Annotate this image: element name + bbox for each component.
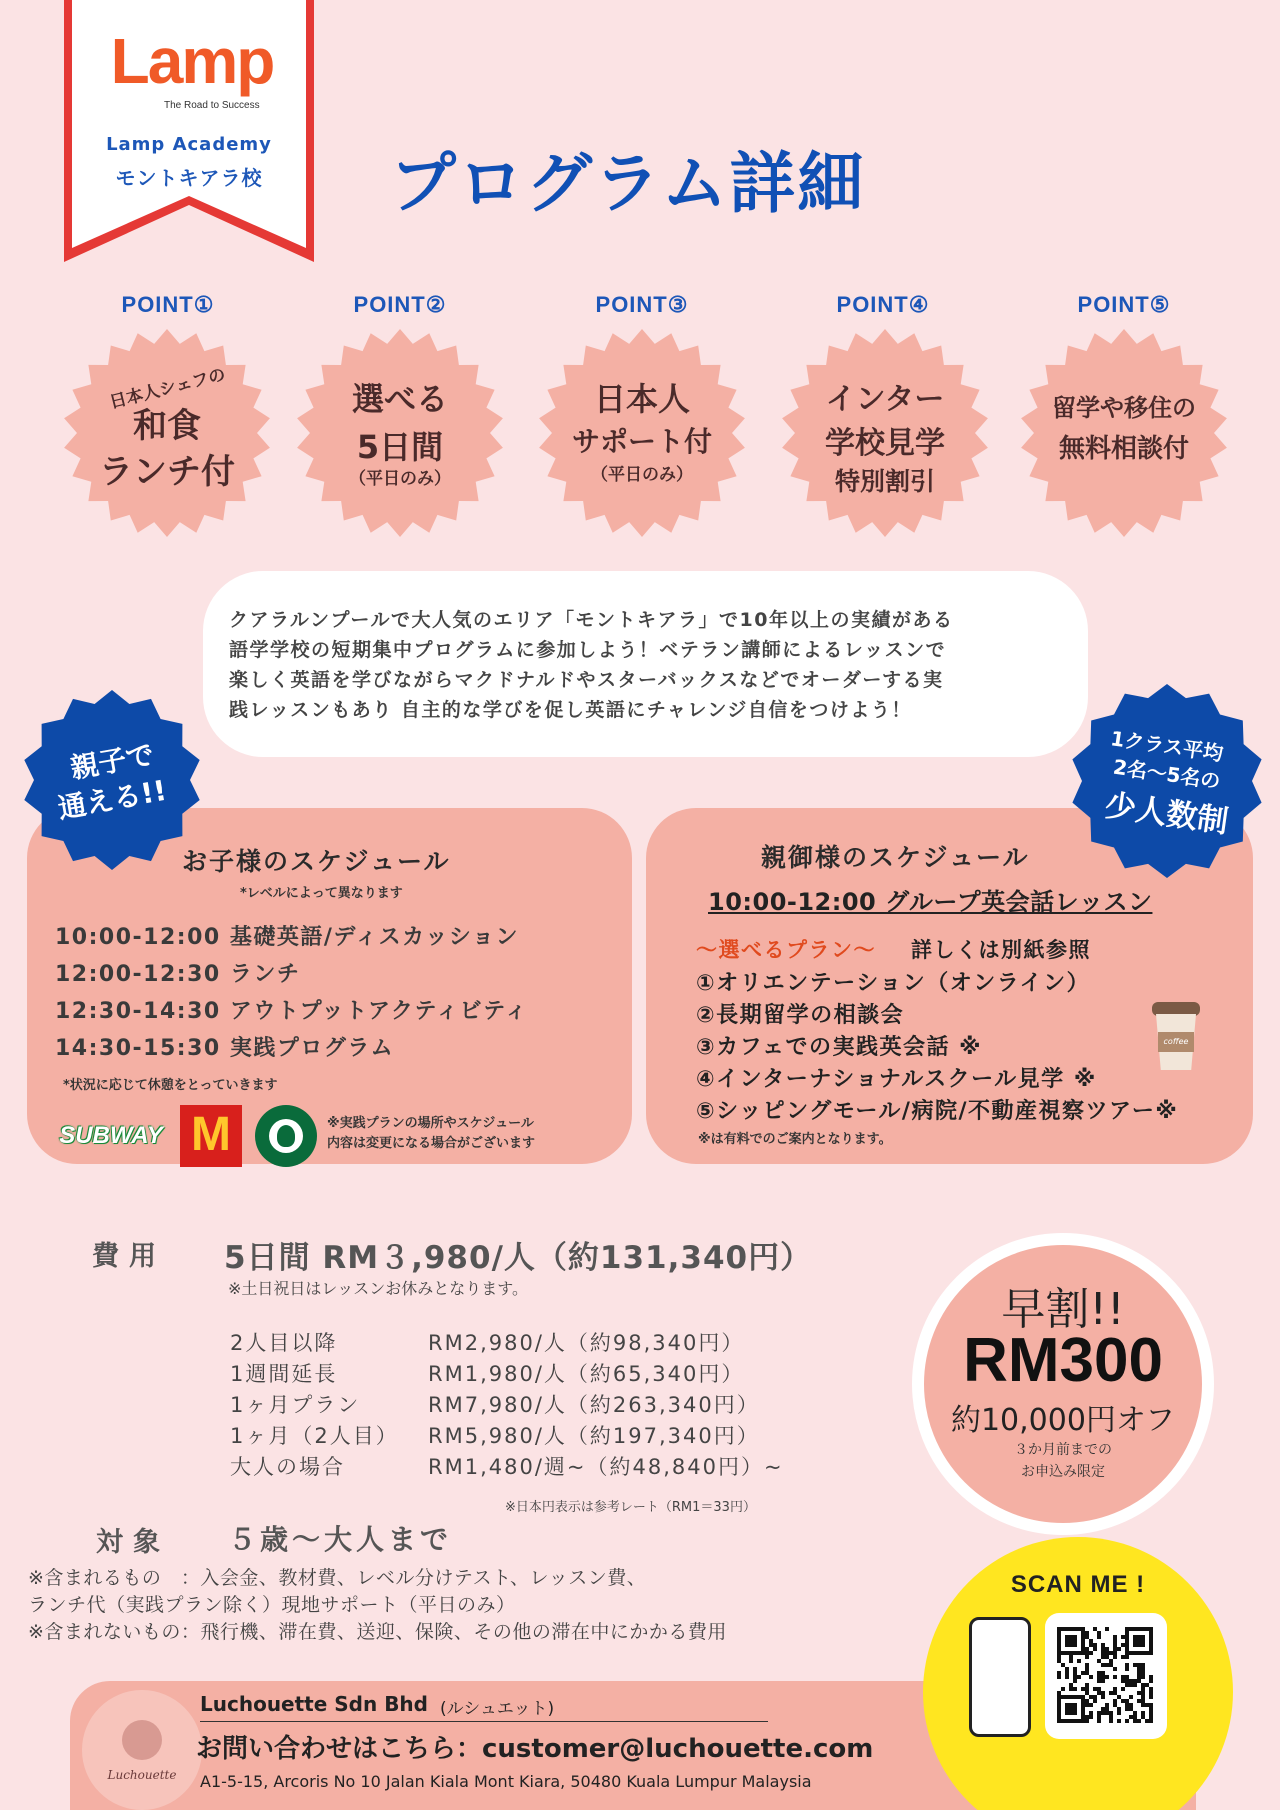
family-badge-line-1: 親子で (68, 737, 157, 786)
target-label: 対象 (96, 1527, 170, 1558)
scan-me-circle (923, 1537, 1233, 1810)
subway-logo (45, 1116, 177, 1156)
intro-line-2: 語学学校の短期集中プログラムに参加しよう！ベテラン講師によるレッスンで (229, 639, 947, 661)
point-4-line-3: 特別割引 (834, 467, 935, 496)
point-4-line-1: インター (825, 382, 945, 417)
point-5-label: POINT⑤ (1077, 292, 1171, 317)
kids-row-1: 10:00-12:00 基礎英語/ディスカッション (55, 925, 519, 950)
point-5-badge (1019, 328, 1229, 538)
price-main: 5日間 RM３,980/人（約131,340円） (224, 1240, 813, 1276)
mcdonalds-logo (180, 1105, 242, 1167)
plan-4: ④インターナショナルスクール見学 ※ (696, 1067, 1097, 1092)
price-label: 費用 (92, 1241, 166, 1272)
contact-email[interactable]: お問い合わせはこちら：customer@luchouette.com (196, 1734, 874, 1764)
kids-schedule-title: お子様のスケジュール (182, 847, 451, 876)
point-4-line-2: 学校見学 (825, 426, 945, 461)
point-1-line-1: 日本人シェフの (107, 364, 228, 413)
logo-banner (64, 0, 314, 262)
qr-code[interactable] (1045, 1613, 1167, 1739)
address: A1-5-15, Arcoris No 10 Jalan Kiala Mont Kiara, 50480 Kuala Lumpur Malaysia (200, 1772, 812, 1791)
luchouette-logo (82, 1690, 202, 1810)
kids-row-3: 12:30-14:30 アウトプットアクティビティ (55, 999, 529, 1024)
point-1-line-3: ランチ付 (99, 452, 235, 492)
page-title: プログラム詳細 (390, 145, 866, 222)
point-2-line-1: 選べる (351, 380, 448, 418)
logo-tagline: The Road to Success (164, 100, 260, 111)
parents-schedule-title: 親御様のスケジュール (761, 843, 1030, 872)
paid-note: ※は有料でのご案内となります。 (698, 1132, 892, 1147)
point-5-line-1: 留学や移住の (1052, 394, 1196, 422)
class-badge-line-3: 少人数制 (1102, 787, 1231, 841)
starbucks-logo (255, 1105, 317, 1167)
early-bird-amount: RM300 (963, 1326, 1163, 1395)
company-name: Luchouette Sdn Bhd (200, 1692, 428, 1716)
point-5-line-2: 無料相談付 (1058, 434, 1189, 464)
early-bird-title: 早割!! (1001, 1284, 1125, 1335)
intro-line-4: 践レッスンもあり 自主的な学びを促し英語にチャレンジ自信をつけよう！ (229, 699, 912, 721)
point-3-line-1: 日本人 (593, 380, 690, 418)
option-4-price: RM5,980/人（約197,340円） (428, 1424, 760, 1448)
intro-box (203, 571, 1088, 757)
parents-lesson: 10:00-12:00 グループ英会話レッスン (708, 888, 1153, 916)
point-3-label: POINT③ (595, 292, 689, 317)
early-bird-discount: 約10,000円オフ (950, 1403, 1176, 1438)
point-1-label: POINT① (121, 292, 215, 317)
plan-reference: 詳しくは別紙参照 (911, 938, 1091, 962)
holiday-note: ※土日祝日はレッスンお休みとなります。 (228, 1279, 528, 1298)
point-4-badge (780, 328, 990, 538)
point-2-line-2: 5日間 (356, 428, 444, 466)
logo-wordmark: Lamp (110, 25, 274, 97)
class-badge-line-2: 2名〜5名の (1111, 754, 1222, 794)
plan-2: ②長期留学の相談会 (696, 1003, 905, 1028)
plan-1: ①オリエンテーション（オンライン） (696, 971, 1091, 996)
target-value: ５歳〜大人まで (228, 1523, 453, 1556)
point-3-badge (537, 328, 747, 538)
company-kana: (ルシュエット) (440, 1699, 555, 1719)
point-4-label: POINT④ (836, 292, 930, 317)
campus-name: モントキアラ校 (115, 166, 263, 190)
option-3-price: RM7,980/人（約263,340円） (428, 1393, 760, 1417)
mcdonalds-m: M (191, 1108, 231, 1161)
kids-change-note-1: ※実践プランの場所やスケジュール (327, 1116, 534, 1131)
rate-note: ※日本円表示は参考レート（RM1＝33円） (505, 1500, 756, 1515)
family-badge-line-2: 通える!! (55, 773, 170, 826)
kids-change-note-2: 内容は変更になる場合がございます (327, 1136, 536, 1151)
option-1-price: RM2,980/人（約98,340円） (428, 1331, 745, 1355)
intro-line-1: クアラルンプールで大人気のエリア「モントキアラ」で10年以上の実績がある (229, 609, 954, 631)
option-5-price: RM1,480/週~（約48,840円）~ (428, 1455, 784, 1479)
plan-label: 〜選べるプラン〜 (696, 938, 876, 962)
point-2-badge (295, 328, 505, 538)
class-size-badge (1068, 682, 1266, 880)
luchouette-logo-text: Luchouette (107, 1768, 177, 1782)
point-3-line-3: （平日のみ） (591, 465, 693, 485)
kids-rest-note: *状況に応じて休憩をとっていきます (63, 1078, 278, 1093)
early-bird-note-1: ３か月前までの (1014, 1442, 1112, 1458)
point-2-label: POINT② (353, 292, 447, 317)
option-5-name: 大人の場合 (230, 1455, 345, 1479)
intro-line-3: 楽しく英語を学びながらマクドナルドやスターバックスなどでオーダーする実 (229, 669, 944, 691)
option-4-name: 1ヶ月（2人目） (230, 1424, 399, 1448)
plan-3: ③カフェでの実践英会話 ※ (696, 1035, 983, 1060)
footer-divider (200, 1721, 768, 1722)
point-2-line-3: （平日のみ） (349, 469, 451, 489)
coffee-cup-icon (1150, 1002, 1202, 1072)
option-2-name: 1週間延長 (230, 1362, 338, 1386)
kids-level-note: *レベルによって異なります (240, 886, 403, 901)
coffee-cup-text: coffee (1163, 1037, 1189, 1046)
inclusion-line-3: ※含まれないもの：飛行機、滞在費、送迎、保険、その他の滞在中にかかる費用 (28, 1621, 727, 1643)
subway-wordmark: SUBWAY (59, 1122, 163, 1149)
option-1-name: 2人目以降 (230, 1331, 338, 1355)
point-3-line-2: サポート付 (571, 425, 712, 458)
phone-icon (969, 1617, 1031, 1737)
point-1-line-2: 和食 (133, 406, 201, 446)
academy-name: Lamp Academy (106, 134, 272, 155)
option-3-name: 1ヶ月プラン (230, 1393, 361, 1417)
option-2-price: RM1,980/人（約65,340円） (428, 1362, 745, 1386)
plan-5: ⑤シッピングモール/病院/不動産視察ツアー※ (696, 1099, 1179, 1124)
early-bird-note-2: お申込み限定 (1021, 1464, 1105, 1480)
inclusion-line-1: ※含まれるもの ：入会金、教材費、レベル分けテスト、レッスン費、 (28, 1567, 647, 1589)
kids-row-4: 14:30-15:30 実践プログラム (55, 1036, 395, 1061)
inclusion-line-2: ランチ代（実践プラン除く）現地サポート（平日のみ） (28, 1594, 516, 1616)
family-badge (20, 688, 204, 872)
class-badge-line-1: 1クラス平均 (1109, 726, 1225, 766)
kids-row-2: 12:00-12:30 ランチ (55, 962, 301, 987)
point-1-badge (62, 328, 272, 538)
early-bird-circle (912, 1233, 1214, 1535)
scan-me-label: SCAN ME ! (1010, 1571, 1146, 1598)
